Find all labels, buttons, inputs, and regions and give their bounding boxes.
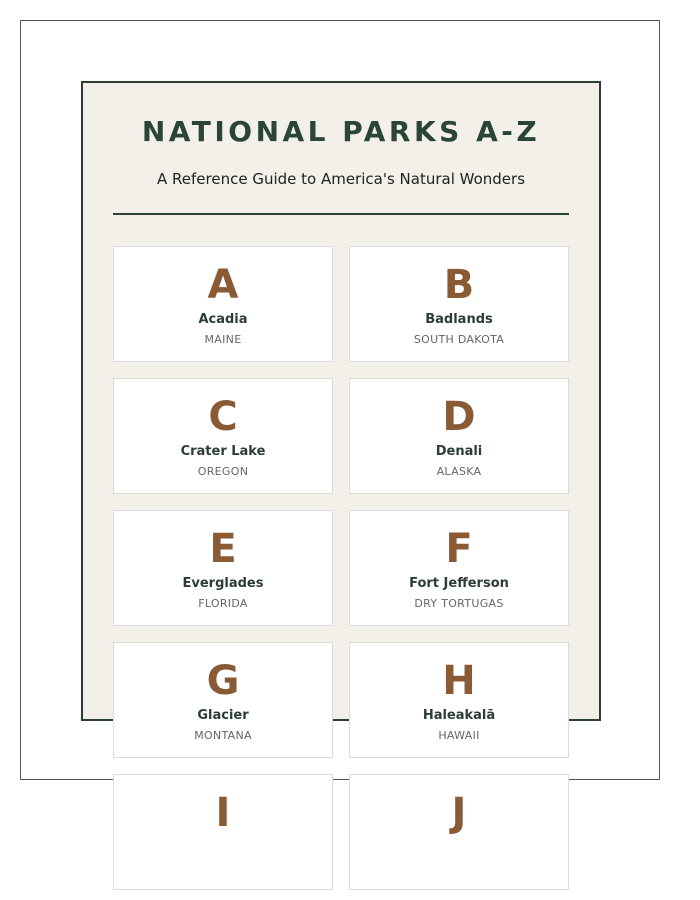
park-letter: D bbox=[442, 394, 476, 440]
park-card-f bbox=[349, 510, 569, 626]
park-state: FLORIDA bbox=[198, 597, 248, 610]
park-state: SOUTH DAKOTA bbox=[413, 333, 505, 346]
park-name: Everglades bbox=[182, 576, 264, 591]
park-card-i bbox=[113, 774, 333, 890]
park-name: Acadia bbox=[198, 312, 248, 327]
park-name: Denali bbox=[435, 444, 483, 459]
park-name: Haleakalā bbox=[422, 708, 496, 723]
page-title: NATIONAL PARKS A-Z bbox=[141, 115, 541, 148]
park-card-c bbox=[113, 378, 333, 494]
page-subtitle: A Reference Guide to America's Natural Wonders bbox=[156, 170, 526, 188]
park-card-d bbox=[349, 378, 569, 494]
park-state: DRY TORTUGAS bbox=[414, 597, 504, 610]
park-state: OREGON bbox=[197, 465, 249, 478]
park-card-g bbox=[113, 642, 333, 758]
park-name: Glacier bbox=[197, 708, 249, 723]
park-letter: J bbox=[451, 790, 467, 836]
park-state: HAWAII bbox=[438, 729, 480, 742]
park-name: Badlands bbox=[425, 312, 493, 327]
park-letter: G bbox=[206, 658, 240, 704]
park-letter: E bbox=[209, 526, 237, 572]
park-state: MAINE bbox=[204, 333, 242, 346]
park-card-a bbox=[113, 246, 333, 362]
park-letter: H bbox=[442, 658, 476, 704]
park-letter: F bbox=[445, 526, 473, 572]
park-card-b bbox=[349, 246, 569, 362]
park-letter: A bbox=[207, 262, 239, 308]
park-name: Fort Jefferson bbox=[409, 576, 509, 591]
park-state: MONTANA bbox=[194, 729, 252, 742]
park-state: ALASKA bbox=[436, 465, 482, 478]
park-letter: C bbox=[208, 394, 238, 440]
park-card-j bbox=[349, 774, 569, 890]
park-name: Crater Lake bbox=[180, 444, 266, 459]
park-letter: I bbox=[215, 790, 231, 836]
park-letter: B bbox=[443, 262, 475, 308]
park-card-e bbox=[113, 510, 333, 626]
park-card-h bbox=[349, 642, 569, 758]
